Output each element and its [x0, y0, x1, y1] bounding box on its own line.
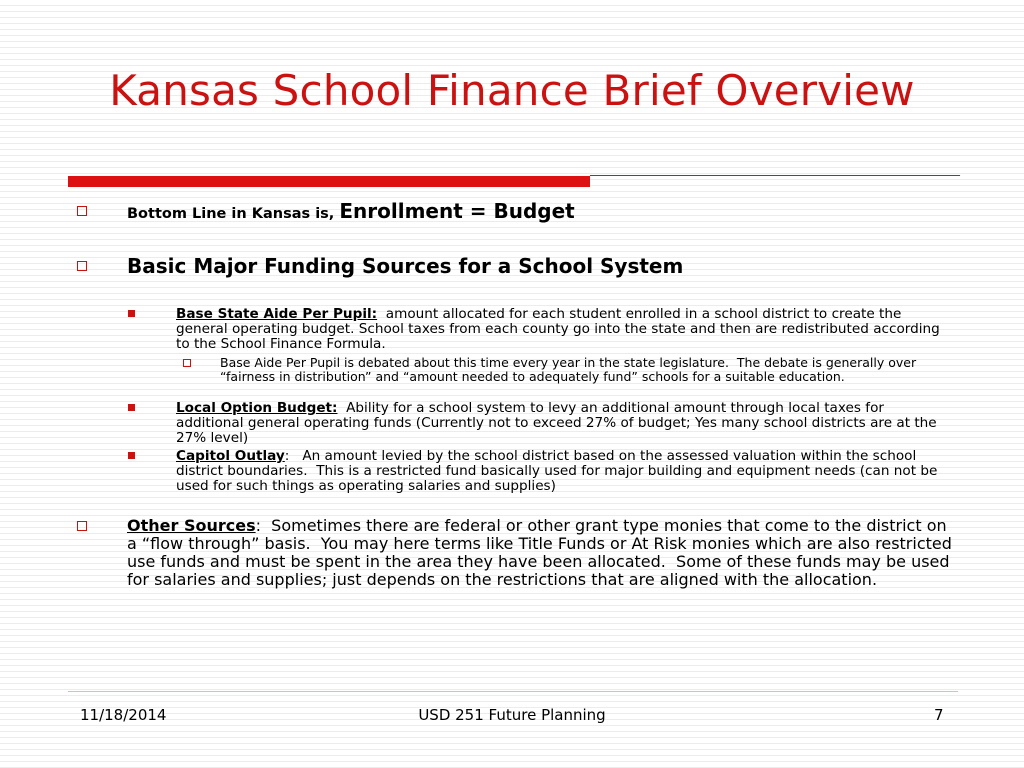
hollow-square-bullet-icon [77, 206, 87, 216]
bullet-bottom-line [127, 200, 957, 225]
filled-square-bullet-icon [128, 310, 135, 317]
funding-heading-text: Basic Major Funding Sources for a School System [127, 254, 684, 278]
other-sources-text: : Sometimes there are federal or other grant type monies that come to the district on a “flow through” basis. You may here terms like Title Funds or At Risk monies which are also restricted use funds and must be spent in the area they have been allocated. Some of these funds may be used for salaries and supplies; just depends on the restrictions that are aligned with the allocation. [127, 516, 957, 589]
bottom-line-prefix: Bottom Line in Kansas is, [127, 206, 340, 222]
bottom-line-emphasis: Enrollment = Budget [339, 199, 575, 223]
hollow-square-bullet-icon [77, 521, 87, 531]
bullet-local-option-budget [176, 401, 951, 446]
base-state-aide-text: amount allocated for each student enrolled in a school district to create the general operating budget. School taxes from each county go into the state and then are redistributed according to the School Finance Formula. [176, 306, 945, 352]
footer-divider [68, 691, 958, 692]
local-option-text: Ability for a school system to levy an additional amount through local taxes for additional general operating funds (Currently not to exceed 27% of budget; Yes many school districts are at the 27% level) [176, 400, 941, 446]
other-sources-label: Other Sources [127, 516, 256, 535]
bullet-other-sources [127, 517, 957, 589]
local-option-label: Local Option Budget: [176, 400, 338, 416]
filled-square-bullet-icon [128, 404, 135, 411]
hollow-square-bullet-icon [183, 359, 191, 367]
base-aide-note-text: Base Aide Per Pupil is debated about this time every year in the state legislature. The debate is generally over “fairness in distribution” and “amount needed to adequately fund” schools for a suitable education. [220, 355, 921, 384]
base-state-aide-label: Base State Aide Per Pupil: [176, 306, 378, 322]
footer-page-number: 7 [934, 706, 944, 724]
hollow-square-bullet-icon [77, 261, 87, 271]
footer-date: 11/18/2014 [80, 706, 167, 724]
slide-title: Kansas School Finance Brief Overview [109, 66, 915, 115]
capitol-outlay-text: : An amount levied by the school district based on the assessed valuation within the school district boundaries. This is a restricted fund basically used for major building and equipment needs (can not be used for such things as operating salaries and supplies) [176, 448, 942, 494]
bullet-capitol-outlay [176, 449, 951, 494]
footer-center-text: USD 251 Future Planning [418, 706, 606, 724]
bullet-funding-heading [127, 254, 957, 280]
capitol-outlay-label: Capitol Outlay [176, 448, 285, 464]
filled-square-bullet-icon [128, 452, 135, 459]
bullet-base-aide-note [220, 356, 920, 384]
bullet-base-state-aide [176, 307, 951, 352]
